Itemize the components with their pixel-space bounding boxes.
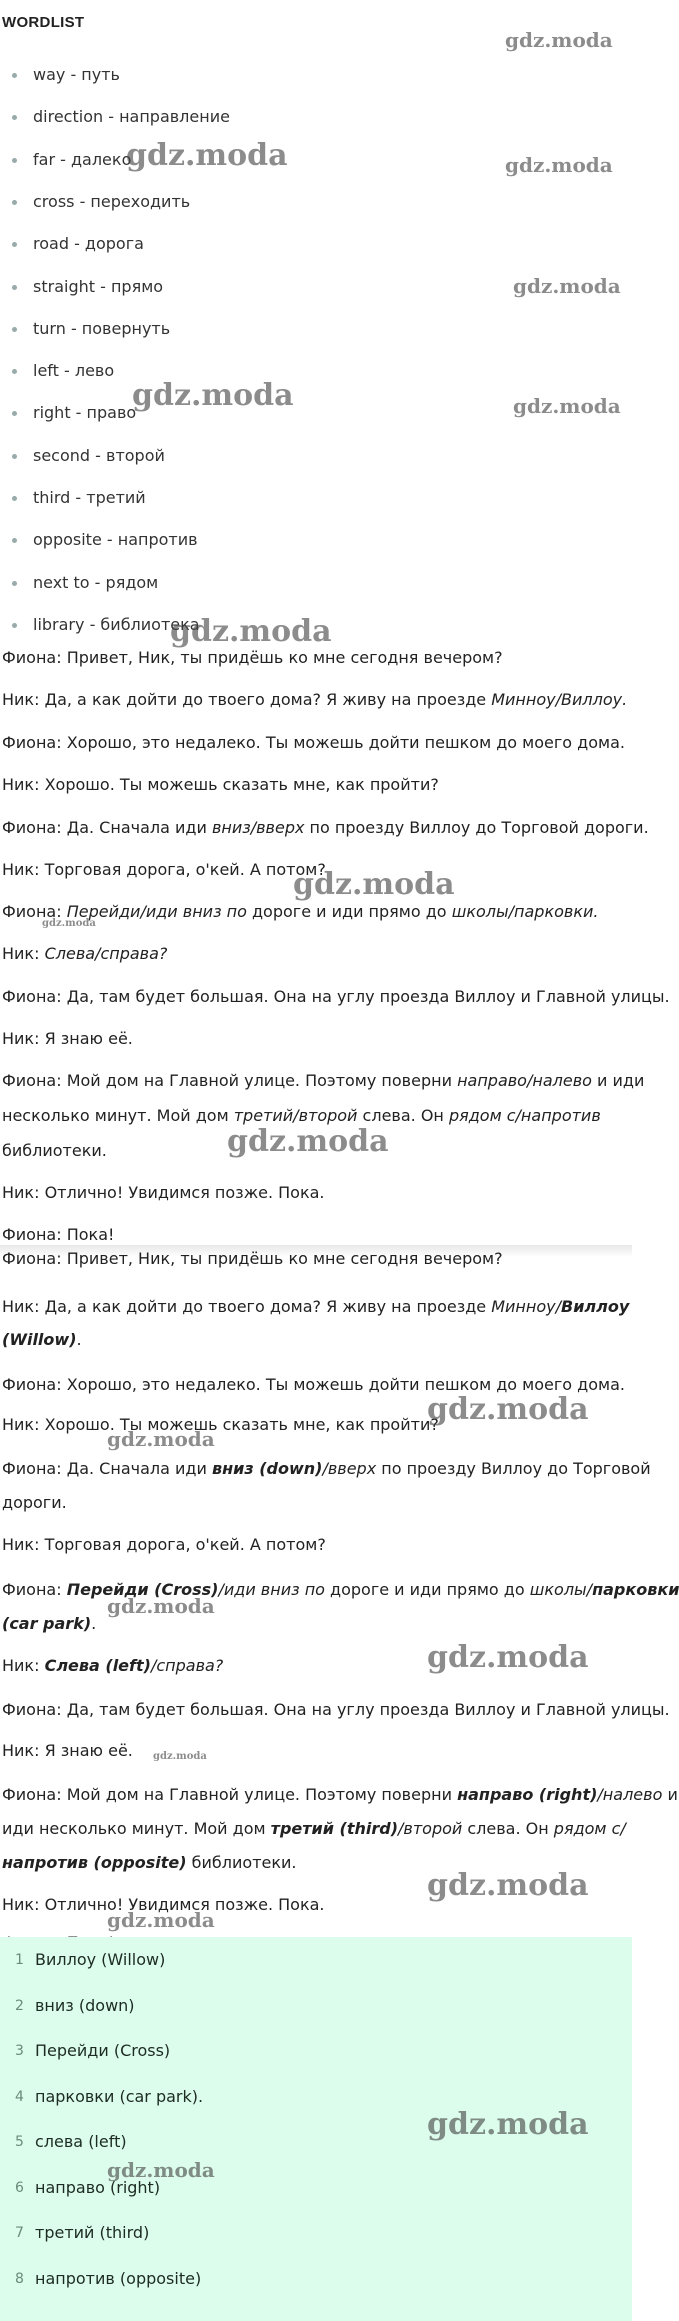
watermark: gdz.moda — [427, 1640, 589, 1675]
answer-text: вниз (down) — [35, 1995, 135, 2015]
dialog-text: Фиона: Привет, Ник, ты придёшь ко мне сегодня вечером? — [2, 1249, 503, 1268]
watermark: gdz.moda — [227, 1124, 389, 1159]
dialog-line — [2, 1181, 325, 1205]
answer-text: слева (left) — [35, 2132, 127, 2151]
wordlist-item-text: next to - рядом — [33, 572, 159, 592]
bullet-icon — [12, 285, 17, 290]
dialog-text: Фиона: Пока! — [2, 1225, 115, 1244]
dialog-text: библиотеки. — [186, 1853, 297, 1872]
answer-highlight: (Willow) — [2, 1330, 77, 1349]
dialog-text: Ник: Отлично! Увидимся позже. Пока. — [2, 1183, 325, 1202]
dialog-text: Ник: Да, а как дойти до твоего дома? Я живу на проезде — [2, 690, 492, 709]
dialog-text: . — [76, 1330, 82, 1349]
wordlist-item-text: second - второй — [33, 445, 165, 465]
choice-text: направо/налево — [457, 1071, 592, 1090]
dialog-text: дороге и иди прямо до — [246, 902, 452, 921]
choice-text: /второй — [398, 1819, 463, 1838]
watermark: gdz.moda — [42, 918, 96, 929]
watermark: gdz.moda — [293, 867, 455, 902]
answer-highlight: парковки — [592, 1580, 679, 1599]
dialog-line — [2, 1027, 133, 1051]
answer-text: Виллоу (Willow) — [35, 1950, 166, 1969]
dialog-text: Ник: — [2, 1656, 45, 1675]
answer-highlight: Слева (left) — [44, 1656, 151, 1675]
dialog-line — [2, 1457, 651, 1481]
dialog-line — [2, 858, 326, 882]
dialog-text: Ник: Хорошо. Ты можешь сказать мне, как пройти? — [2, 775, 439, 794]
dialog-line — [2, 1817, 626, 1841]
answer-text: парковки (car park). — [35, 2086, 204, 2106]
choice-text: школы/парковки. — [451, 902, 599, 921]
choice-text: /справа? — [150, 1656, 224, 1675]
dialog-line — [2, 688, 627, 712]
dialog-line — [2, 646, 503, 670]
choice-text: /налево — [597, 1785, 663, 1804]
answer-number: 8 — [15, 2270, 24, 2287]
dialog-text: Ник: Я знаю её. — [2, 1029, 133, 1048]
wordlist-item-text: way - путь — [33, 65, 120, 84]
wordlist-item-text: cross - переходить — [33, 191, 191, 211]
answer-text: напротив (opposite) — [35, 2268, 202, 2288]
bullet-icon — [12, 158, 17, 163]
answer-number: 7 — [15, 2225, 24, 2241]
dialog-line — [2, 1533, 326, 1557]
bullet-icon — [12, 538, 17, 543]
answer-highlight: третий (third) — [270, 1819, 399, 1838]
watermark: gdz.moda — [427, 1392, 589, 1427]
answer-number: 3 — [15, 2043, 24, 2059]
dialog-text: несколько минут. Мой дом — [2, 1106, 234, 1125]
dialog-text: Фиона: — [2, 902, 67, 921]
dialog-text: Фиона: Да, там будет большая. Она на углу проезда Виллоу и Главной улицы. — [2, 987, 670, 1006]
choice-text: рядом с/напротив — [448, 1106, 601, 1125]
wordlist-item-text: right - право — [33, 403, 137, 423]
dialog-text: слева. Он — [462, 1819, 554, 1838]
wordlist-item-text: third - третий — [33, 488, 146, 507]
wordlist-item-text: road - дорога — [33, 234, 144, 254]
dialog-line — [2, 942, 167, 966]
watermark: gdz.moda — [107, 2158, 215, 2182]
dialog-text: Ник: Хорошо. Ты можешь сказать мне, как пройти? — [2, 1415, 439, 1434]
wordlist-item-text: turn - повернуть — [33, 318, 171, 338]
wordlist-item-text: left - лево — [33, 361, 115, 381]
dialog-text: . — [91, 1614, 97, 1633]
dialog-answered-section — [0, 1245, 679, 1937]
choice-text: третий/второй — [233, 1106, 358, 1125]
watermark: gdz.moda — [427, 1868, 589, 1903]
dialog-line — [2, 1069, 644, 1093]
bullet-icon — [12, 369, 17, 374]
wordlist-item-text: straight - прямо — [33, 276, 164, 296]
watermark: gdz.moda — [153, 1751, 207, 1762]
dialog-text: Ник: Я знаю её. — [2, 1741, 133, 1760]
watermark: gdz.moda — [126, 138, 288, 173]
dialog-text: и — [662, 1785, 678, 1804]
dialog-line — [2, 1578, 679, 1602]
choice-text: Перейди/иди вниз по — [66, 902, 247, 921]
wordlist-item-text: opposite - напротив — [33, 530, 198, 550]
dialog-text: по проезду Виллоу до Торговой — [376, 1459, 651, 1478]
dialog-text: слева. Он — [357, 1106, 449, 1125]
bullet-icon — [12, 73, 17, 78]
dialog-line — [2, 1413, 439, 1437]
dialog-text: дороги. — [2, 1493, 67, 1512]
answer-highlight: вниз (down) — [211, 1459, 323, 1478]
dialog-text: библиотеки. — [2, 1141, 107, 1160]
bullet-icon — [12, 623, 17, 628]
bullet-icon — [12, 242, 17, 247]
dialog-line — [2, 1654, 223, 1678]
bullet-icon — [12, 115, 17, 120]
dialog-text: дороге и иди прямо до — [324, 1580, 530, 1599]
answer-highlight: Перейди (Cross) — [66, 1580, 219, 1599]
choice-text: Минноу/Виллоу. — [491, 690, 628, 709]
dialog-text: Фиона: Да, там будет большая. Она на углу проезда Виллоу и Главной улицы. — [2, 1700, 670, 1719]
dialog-text: Ник: Торговая дорога, о'кей. А потом? — [2, 860, 326, 879]
bullet-icon — [12, 454, 17, 459]
choice-text: /иди вниз по — [218, 1580, 325, 1599]
dialog-line — [2, 1295, 629, 1319]
dialog-text: Фиона: Хорошо, это недалеко. Ты можешь дойти пешком до моего дома. — [2, 733, 625, 752]
dialog-text: Фиона: Мой дом на Главной улице. Поэтому поверни — [2, 1071, 458, 1090]
dialog-text: Фиона: Да. Сначала иди — [2, 1459, 212, 1478]
dialog-text: Фиона: Мой дом на Главной улице. Поэтому поверни — [2, 1785, 458, 1804]
choice-text: вниз/вверх — [211, 818, 305, 837]
answer-text: направо (right) — [35, 2177, 161, 2197]
wordlist-title: WORDLIST — [2, 14, 85, 31]
answer-highlight: Виллоу — [561, 1297, 630, 1316]
bullet-icon — [12, 581, 17, 586]
dialog-line — [2, 1223, 114, 1247]
answer-number: 1 — [15, 1952, 24, 1968]
answer-number: 4 — [15, 2088, 24, 2105]
answer-text: Перейди (Cross) — [35, 2041, 171, 2060]
dialog-line — [2, 1139, 107, 1163]
dialog-line — [2, 1247, 503, 1271]
dialog-text: Ник: Торговая дорога, о'кей. А потом? — [2, 1535, 326, 1554]
answer-number: 5 — [15, 2134, 24, 2150]
wordlist-item-text: direction - направление — [33, 107, 230, 127]
dialog-text: Фиона: Привет, Ник, ты придёшь ко мне сегодня вечером? — [2, 648, 503, 667]
answer-highlight: напротив (opposite) — [2, 1853, 187, 1872]
dialog-line — [2, 1851, 297, 1875]
watermark: gdz.moda — [513, 394, 621, 418]
choice-text: Слева/справа? — [44, 944, 168, 963]
dialog-text: Ник: — [2, 944, 45, 963]
answer-highlight: (car park) — [2, 1614, 92, 1633]
dialog-line — [2, 1783, 678, 1807]
watermark: gdz.moda — [107, 1427, 215, 1451]
watermark: gdz.moda — [107, 1594, 215, 1618]
dialog-line — [2, 1612, 96, 1636]
wordlist-item-text: far - далеко — [33, 149, 132, 169]
choice-text: рядом с/ — [553, 1819, 626, 1838]
dialog-text: по проезду Виллоу до Торговой дороги. — [304, 818, 649, 837]
dialog-line — [2, 1698, 670, 1722]
dialog-text: Фиона: — [2, 1580, 67, 1599]
choice-text: Минноу/ — [491, 1297, 561, 1316]
dialog-line — [2, 816, 649, 840]
watermark: gdz.moda — [132, 378, 294, 413]
bullet-icon — [12, 411, 17, 416]
watermark: gdz.moda — [107, 1908, 215, 1932]
dialog-line — [2, 773, 439, 797]
answer-highlight: направо (right) — [457, 1785, 598, 1804]
dialog-text: и иди — [591, 1071, 645, 1090]
dialog-line — [2, 1328, 82, 1352]
dialog-line — [2, 731, 625, 755]
dialog-text: Ник: Отлично! Увидимся позже. Пока. — [2, 1895, 325, 1914]
answer-number: 2 — [15, 1997, 24, 2014]
watermark: gdz.moda — [170, 614, 332, 649]
watermark: gdz.moda — [513, 274, 621, 298]
answer-text: третий (third) — [35, 2223, 150, 2242]
dialog-text: Ник: Да, а как дойти до твоего дома? Я живу на проезде — [2, 1297, 492, 1316]
dialog-text: Фиона: Хорошо, это недалеко. Ты можешь дойти пешком до моего дома. — [2, 1375, 625, 1394]
bullet-icon — [12, 496, 17, 501]
dialog-line — [2, 1491, 67, 1515]
answer-number: 6 — [15, 2179, 24, 2196]
dialog-text: иди несколько минут. Мой дом — [2, 1819, 271, 1838]
choice-text: школы/ — [529, 1580, 593, 1599]
dialog-line — [2, 985, 670, 1009]
dialog-text: Фиона: Да. Сначала иди — [2, 818, 212, 837]
bullet-icon — [12, 327, 17, 332]
wordlist-item-text: library - библиотека — [33, 614, 200, 634]
bullet-icon — [12, 200, 17, 205]
watermark: gdz.moda — [427, 2107, 589, 2142]
watermark: gdz.moda — [505, 28, 613, 52]
watermark: gdz.moda — [505, 153, 613, 177]
choice-text: /вверх — [322, 1459, 377, 1478]
dialog-line — [2, 1739, 133, 1763]
